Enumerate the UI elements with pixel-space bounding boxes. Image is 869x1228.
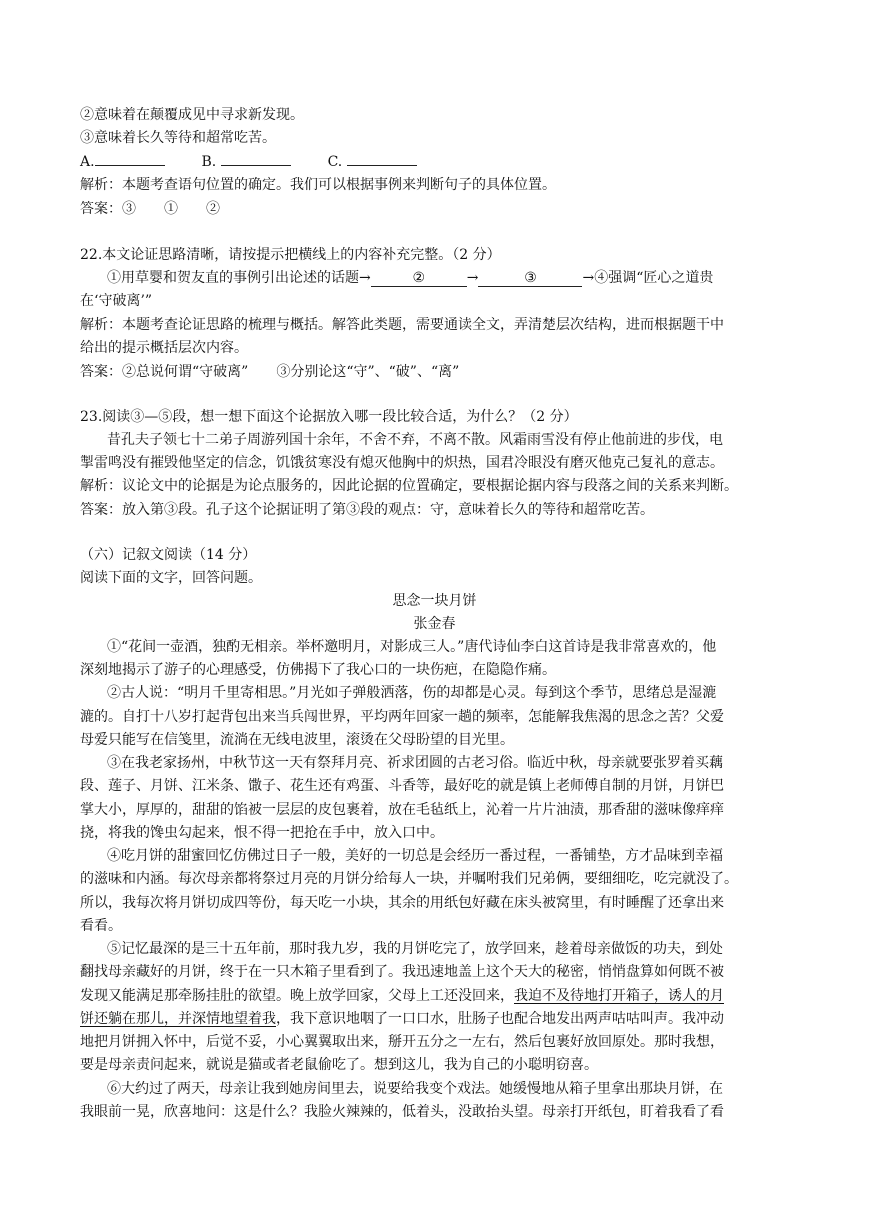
blank-label-b: B. xyxy=(201,154,217,170)
paragraph-3-line-1: ③在我老家扬州，中秋节这一天有祭拜月亮、祈求团圆的古老习俗。临近中秋，母亲就要张罗着买藕 xyxy=(107,755,723,771)
q23-quote-2: 掣雷鸣没有摧毁他坚定的信念，饥饿贫寒没有熄灭他胸中的炽热，国君冷眼没有磨灭他克己复礼的意志。 xyxy=(80,455,724,471)
q22-suffix: →④强调“匠心之道贵 xyxy=(582,270,714,286)
blank-label-a: A. xyxy=(80,154,95,170)
essay-author: 张金春 xyxy=(413,616,456,632)
paragraph-2-line-2: 漉的。自打十八岁打起背包出来当兵闯世界，平均两年回家一趟的频率，怎能解我焦渴的思念之苦？父爱 xyxy=(80,709,724,725)
blank-a xyxy=(95,151,165,166)
paragraph-5-line-2: 翻找母亲藏好的月饼，终于在一只木箱子里看到了。我迅速地盖上这个天大的秘密，悄悄盘算如何既不被 xyxy=(80,964,724,980)
q23-answer: 答案：放入第③段。孔子这个论据证明了第③段的观点：守，意味着长久的等待和超常吃苦。 xyxy=(80,502,654,518)
option-text-2: ②意味着在颠覆成见中寻求新发现。 xyxy=(80,107,304,123)
underlined-sentence-part-1: 我迫不及待地打开箱子，诱人的月 xyxy=(514,988,724,1004)
paragraph-5-line-4 xyxy=(80,1008,724,1031)
paragraph-6-line-1: ⑥大约过了两天，母亲让我到她房间里去，说要给我变个戏法。她缓慢地从箱子里拿出那块月饼，在 xyxy=(107,1081,723,1097)
q22-analysis-2: 给出的提示概括层次内容。 xyxy=(80,340,248,356)
q22-answer: 答案：②总说何谓“守破离” ③分别论这“守”、“破”、“离” xyxy=(80,364,460,380)
fill-blank-row xyxy=(80,151,417,174)
blank-label-c: C. xyxy=(327,154,343,170)
paragraph-3-line-3: 掌大小，厚厚的，甜甜的馅被一层层的皮包裹着，放在毛毡纸上，沁着一片片油渍，那香甜的滋味像痒痒 xyxy=(80,802,724,818)
blank-b xyxy=(221,151,291,166)
paragraph-3-line-2: 段、莲子、月饼、江米条、馓子、花生还有鸡蛋、斗香等，最好吃的就是镇上老师傅自制的月饼，月饼巴 xyxy=(80,778,724,794)
paragraph-6-line-2: 我眼前一晃，欣喜地问：这是什么？我脸火辣辣的，低着头，没敢抬头望。母亲打开纸包，盯着我看了看 xyxy=(80,1104,724,1120)
question-22-title: 22.本文论证思路清晰，请按提示把横线上的内容补充完整。（2 分） xyxy=(80,247,501,263)
section-heading: （六）记叙文阅读（14 分） xyxy=(80,547,257,563)
blank-c xyxy=(347,151,417,166)
q22-analysis-1: 解析：本题考查论证思路的梳理与概括。解答此类题，需要通读全文，弄清楚层次结构，进而根据题干中 xyxy=(80,317,724,333)
paragraph-5-line-1: ⑤记忆最深的是三十五年前，那时我九岁，我的月饼吃完了，放学回来，趁着母亲做饭的功夫，到处 xyxy=(107,941,723,957)
q22-prefix: ①用草婴和贺友直的事例引出论述的话题→ xyxy=(107,270,371,286)
paragraph-2-line-3: 母爱只能写在信笺里，流淌在无线电波里，滚烫在父母盼望的目光里。 xyxy=(80,732,514,748)
q23-quote-1: 昔孔夫子领七十二弟子周游列国十余年，不舍不弃，不离不散。风霜雨雪没有停止他前进的步伐，电 xyxy=(107,432,723,448)
paragraph-4-line-1: ④吃月饼的甜蜜回忆仿佛过日子一般，美好的一切总是会经历一番过程，一番铺垫，方才品味到幸福 xyxy=(107,848,723,864)
paragraph-5-line-3 xyxy=(80,985,724,1008)
paragraph-5-text: 发现又能满足那牵肠挂肚的欲望。晚上放学回家，父母上工还没回来， xyxy=(80,988,514,1004)
paragraph-5-line-5: 地把月饼拥入怀中，后觉不妥，小心翼翼取出来，掰开五分之一左右，然后包裹好放回原处。那时我想， xyxy=(80,1034,724,1050)
essay-title: 思念一块月饼 xyxy=(392,593,477,609)
analysis-text: 解析：本题考查语句位置的确定。我们可以根据事例来判断句子的具体位置。 xyxy=(80,177,556,193)
underlined-sentence-part-2: 饼还躺在那儿，并深情地望着我 xyxy=(80,1011,276,1027)
paragraph-3-line-4: 挠，将我的馋虫勾起来，恨不得一把抢在手中，放入口中。 xyxy=(80,825,444,841)
q23-analysis: 解析：议论文中的论据是为论点服务的，因此论据的位置确定，要根据论据内容与段落之间的关系来判断。 xyxy=(80,478,738,494)
q22-blank-3: ③ xyxy=(478,270,582,287)
paragraph-4-line-3: 所以，我每次将月饼切成四等份，每天吃一小块，其余的用纸包好藏在床头被窝里，有时睡醒了还拿出来 xyxy=(80,895,724,911)
question-23-title: 23.阅读③—⑤段，想一想下面这个论据放入哪一段比较合适，为什么？（2 分） xyxy=(80,409,578,425)
option-text-3: ③意味着长久等待和超常吃苦。 xyxy=(80,130,276,146)
paragraph-1-line-1: ①“花间一壶酒，独酌无相亲。举杯邀明月，对影成三人。”唐代诗仙李白这首诗是我非常喜欢的，他 xyxy=(107,639,717,655)
paragraph-2-line-1: ②古人说：“明月千里寄相思。”月光如子弹般洒落，伤的却都是心灵。每到这个季节，思绪总是湿漉 xyxy=(107,685,717,701)
section-instruction: 阅读下面的文字，回答问题。 xyxy=(80,570,262,586)
question-22-line2: 在‘守破离’” xyxy=(80,293,153,309)
paragraph-5-line-6: 要是母亲责问起来，就说是猫或者老鼠偷吃了。想到这儿，我为自己的小聪明窃喜。 xyxy=(80,1057,598,1073)
paragraph-4-line-2: 的滋味和内涵。每次母亲都将祭过月亮的月饼分给每人一块，并嘱咐我们兄弟俩，要细细吃，吃完就没了。 xyxy=(80,871,738,887)
q22-blank-2: ② xyxy=(371,270,467,287)
question-22-line1 xyxy=(107,267,713,290)
paragraph-1-line-2: 深刻地揭示了游子的心理感受，仿佛揭下了我心口的一块伤疤，在隐隐作痛。 xyxy=(80,662,556,678)
q22-arrow: → xyxy=(466,270,479,286)
paragraph-5-text-cont: ，我下意识地咽了一口口水，肚肠子也配合地发出两声咕咕叫声。我冲动 xyxy=(276,1011,724,1027)
answer-text: 答案：③ ① ② xyxy=(80,201,220,217)
paragraph-4-line-4: 看看。 xyxy=(80,918,122,934)
